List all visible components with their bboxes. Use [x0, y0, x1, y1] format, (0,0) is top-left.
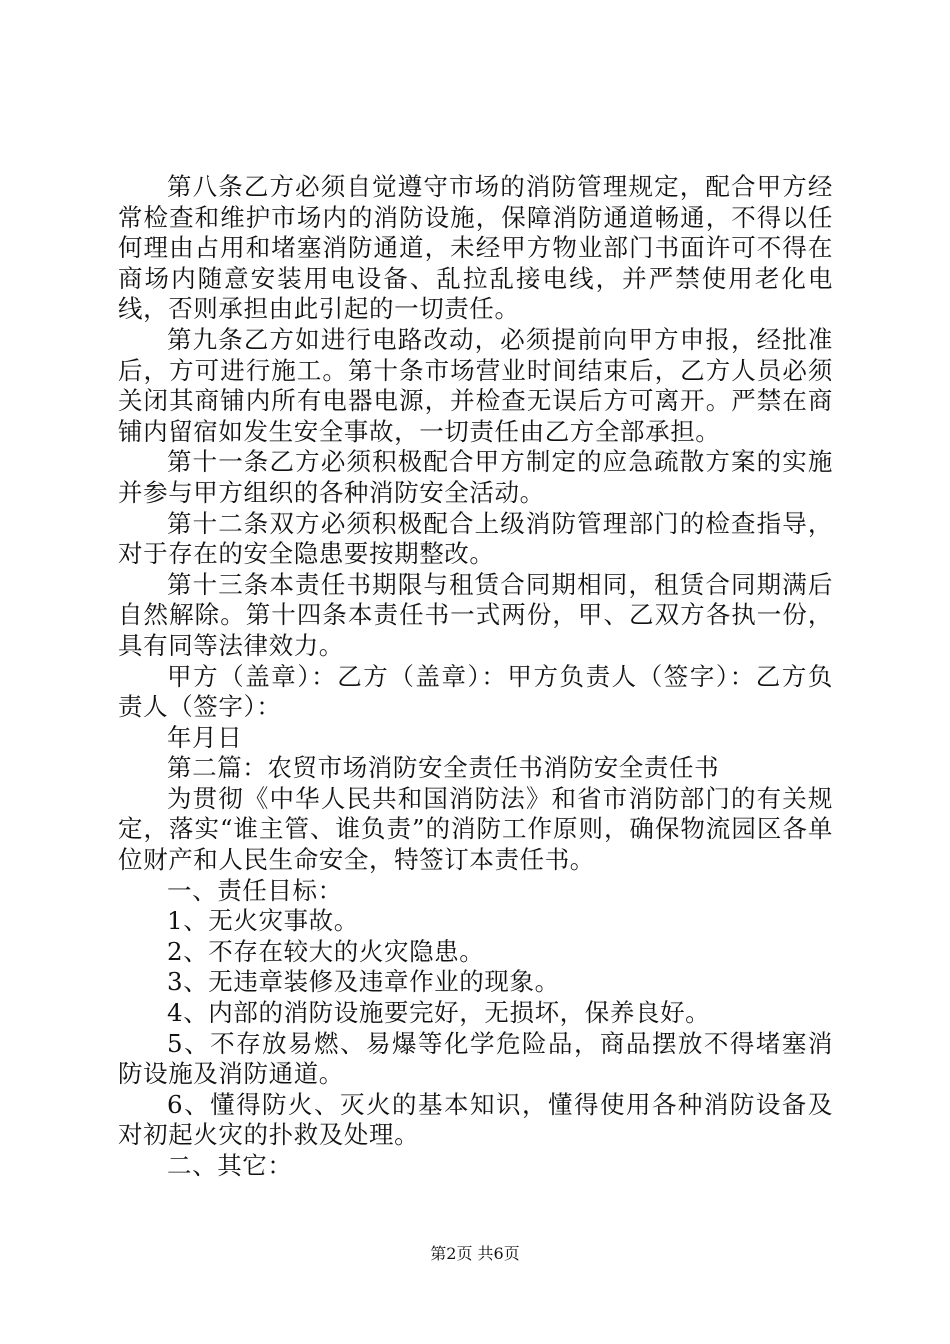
section-heading-part-2: 第二篇：农贸市场消防安全责任书消防安全责任书: [167, 753, 720, 783]
list-item: 4、内部的消防设施要完好，无损坏，保养良好。: [167, 998, 711, 1028]
document-body: [118, 172, 833, 1182]
paragraph-intro: 为贯彻《中华人民共和国消防法》和省市消防部门的有关规定，落实“谁主管、谁负责”的消防工作原则，确保物流园区各单位财产和人民生命安全，特签订本责任书。: [118, 783, 833, 875]
subheading-targets: 一、责任目标：: [167, 875, 343, 905]
paragraph-article-12: 第十二条双方必须积极配合上级消防管理部门的检查指导，对于存在的安全隐患要按期整改。: [118, 508, 833, 569]
list-item: 2、不存在较大的火灾隐患。: [167, 936, 485, 966]
paragraph-article-11: 第十一条乙方必须积极配合甲方制定的应急疏散方案的实施并参与甲方组织的各种消防安全活动。: [118, 447, 833, 507]
paragraph-article-13-14: 第十三条本责任书期限与租赁合同期相同，租赁合同期满后自然解除。第十四条本责任书一式两份，甲、乙双方各执一份，具有同等法律效力。: [118, 569, 833, 660]
subheading-other: 二、其它：: [167, 1151, 293, 1180]
list-item: 1、无火灾事故。: [167, 906, 359, 936]
paragraph-article-8: 第八条乙方必须自觉遵守市场的消防管理规定，配合甲方经常检查和维护市场内的消防设施，保障消防通道畅通，不得以任何理由占用和堵塞消防通道，未经甲方物业部门书面许可不得在商场内随意安装用电设备、乱拉乱接电线，并严禁使用老化电线，否则承担由此引起的一切责任。: [118, 172, 833, 324]
list-item: 5、不存放易燃、易爆等化学危险品，商品摆放不得堵塞消防设施及消防通道。: [118, 1028, 833, 1089]
paragraph-signatures: 甲方（盖章）：乙方（盖章）：甲方负责人（签字）：乙方负责人（签字）：: [118, 661, 833, 722]
list-item: 6、懂得防火、灭火的基本知识，懂得使用各种消防设备及对初起火灾的扑救及处理。: [118, 1089, 833, 1150]
page-number-footer: 第2页 共6页: [430, 1244, 520, 1263]
paragraph-date: 年月日: [167, 722, 243, 752]
paragraph-article-9-10: 第九条乙方如进行电路改动，必须提前向甲方申报，经批准后，方可进行施工。第十条市场营业时间结束后，乙方人员必须关闭其商铺内所有电器电源，并检查无误后方可离开。严禁在商铺内留宿如发生安全事故，一切责任由乙方全部承担。: [118, 324, 833, 446]
list-item: 3、无违章装修及违章作业的现象。: [167, 967, 560, 997]
